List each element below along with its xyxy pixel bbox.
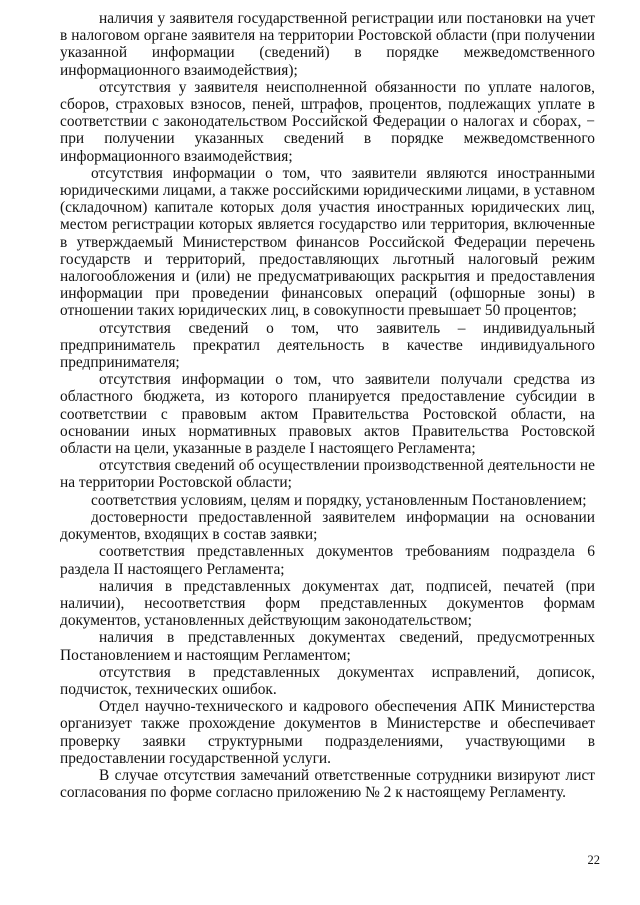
paragraph-conditions-compliance: соответствия условиям, целям и порядку, установленным Постановлением; — [91, 491, 587, 509]
paragraph-registration: наличия у заявителя государственной регистрации или постановки на учет в налоговом органе заявителя на территории Ростовской области (при получении указанной информации (сведений) в порядке межведомственного информационного взаимодействия); — [60, 10, 595, 79]
page-number: 22 — [587, 853, 600, 867]
paragraph-foreign-entities: отсутствия информации о том, что заявители являются иностранными юридическими лицами, а также российскими юридическими лицами, в уставном (складочном) капитале которых доля участия иностранных юридических лиц, местом регистрации которых является государство или территория, включенные в утверждаемый Министерством финансов Российской Федерации перечень государств и территорий, предоставляющих льготный налоговый режим налогообложения и (или) не предусматривающих раскрытия и предоставления информации при проведении финансовых операций (офшорные зоны) в отношении таких юридических лиц, в совокупности превышает 50 процентов; — [60, 164, 595, 320]
paragraph-document-requirements: соответствия представленных документов требованиям подраздела 6 раздела II настоящего Регламента; — [60, 543, 595, 578]
paragraph-production-activity: отсутствия сведений об осуществлении производственной деятельности не на территории Ростовской области; — [60, 457, 595, 492]
paragraph-entrepreneur-status: отсутствия сведений о том, что заявитель – индивидуальный предприниматель прекратил деятельность в качестве индивидуального предпринимателя; — [60, 319, 595, 372]
paragraph-approval-sheet: В случае отсутствия замечаний ответственные сотрудники визируют лист согласования по форме согласно приложению № 2 к настоящему Регламенту. — [60, 766, 595, 802]
document-page — [60, 10, 595, 801]
paragraph-corrections-absence: отсутствия в представленных документах исправлений, дописок, подчисток, технических ошибок. — [60, 663, 595, 698]
paragraph-information-accuracy: достоверности предоставленной заявителем информации на основании документов, входящих в состав заявки; — [60, 508, 595, 544]
paragraph-tax-obligations: отсутствия у заявителя неисполненной обязанности по уплате налогов, сборов, страховых взносов, пеней, штрафов, процентов, подлежащих уплате в соответствии с законодательством Российской Федерации о налогах и сборах, − при получении указанных сведений в порядке межведомственного информационного взаимодействия; — [60, 78, 595, 165]
paragraph-dates-signatures: наличия в представленных документах дат, подписей, печатей (при наличии), несоответствия форм представленных документов формам документов, установленных действующим законодательством; — [60, 577, 595, 630]
paragraph-required-information: наличия в представленных документах сведений, предусмотренных Постановлением и настоящим Регламентом; — [60, 629, 595, 664]
paragraph-department-review: Отдел научно-технического и кадрового обеспечения АПК Министерства организует также прохождение документов в Министерстве и обеспечивает проверку заявки структурными подразделениями, участвующими в предоставлении государственной услуги. — [60, 698, 595, 767]
paragraph-budget-funds: отсутствия информации о том, что заявители получали средства из областного бюджета, из которого планируется предоставление субсидии в соответствии с правовым актом Правительства Ростовской области, на основании иных нормативных правовых актов Правительства Ростовской области на цели, указанные в разделе I настоящего Регламента; — [60, 371, 595, 458]
